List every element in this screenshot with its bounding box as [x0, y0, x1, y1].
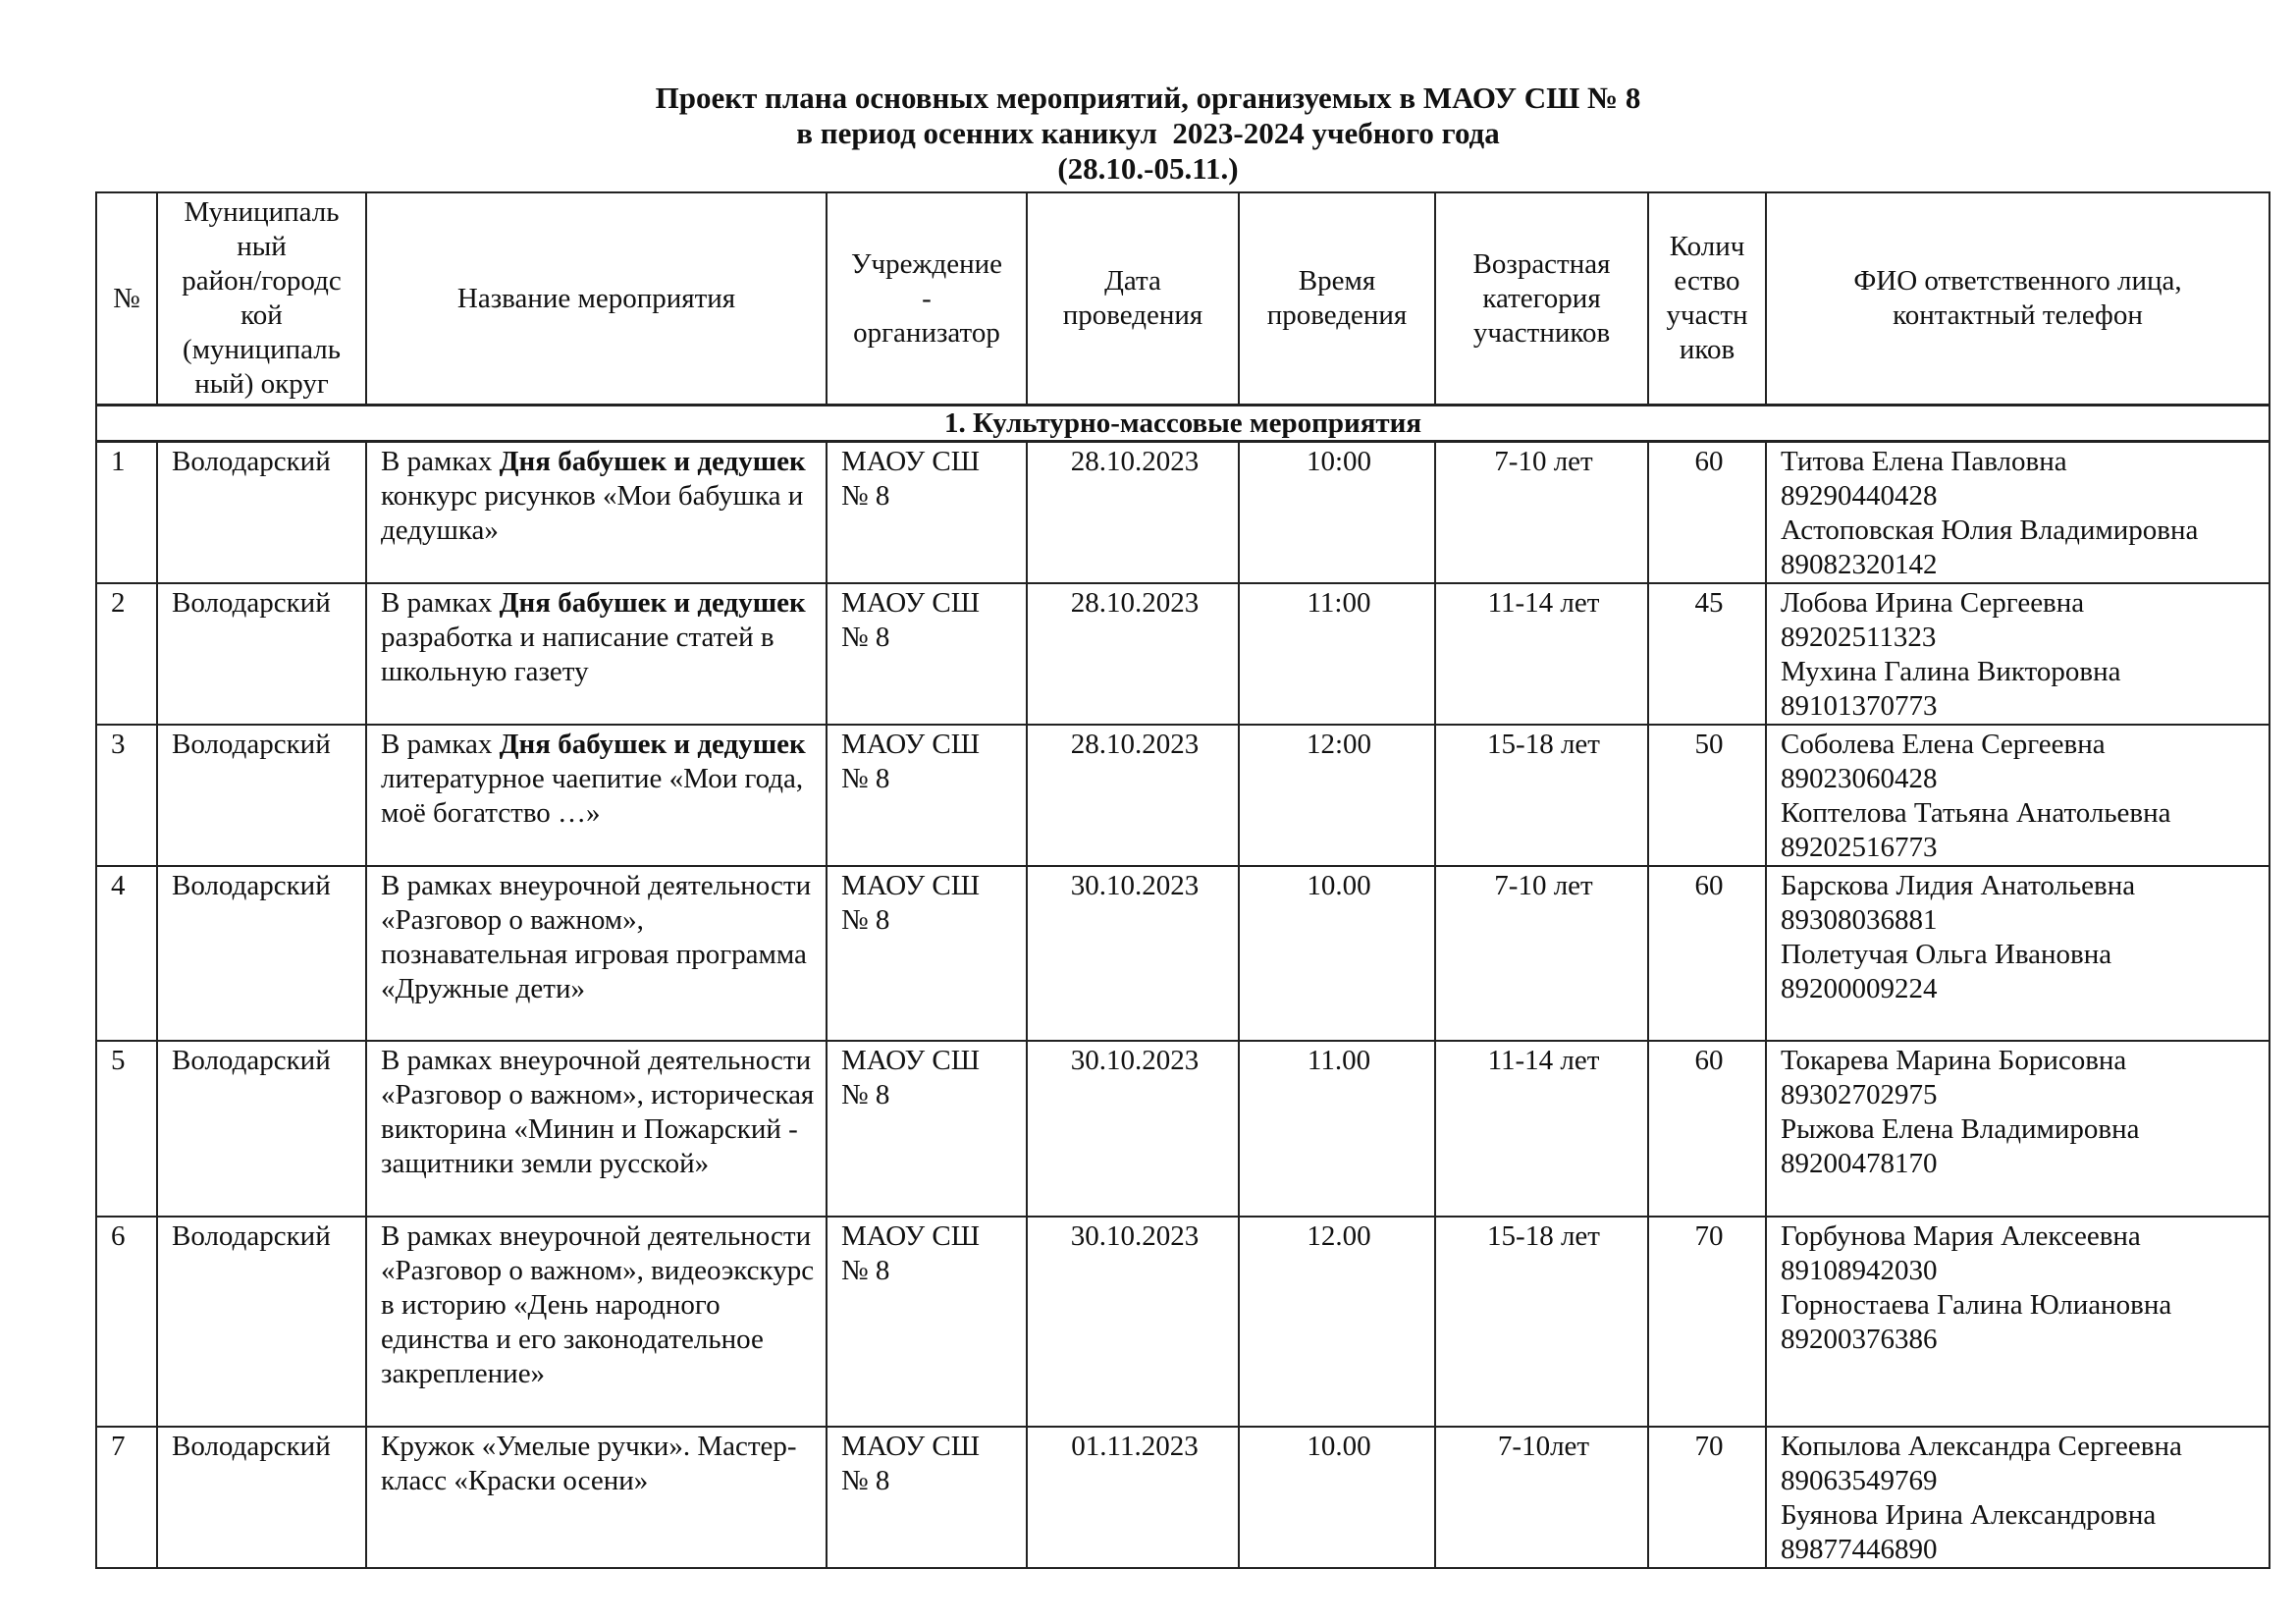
contact-phone-1: 89023060428 [1781, 763, 1938, 794]
cell-age: 7-10 лет [1435, 442, 1648, 584]
cell-organizer: МАОУ СШ № 8 [827, 725, 1027, 866]
cell-date: 30.10.2023 [1027, 1041, 1239, 1217]
contact-phone-1: 89063549769 [1781, 1465, 1938, 1496]
table-body [96, 442, 2269, 1569]
contact-name-1: Копылова Александра Сергеевна [1781, 1431, 2182, 1462]
table-header-row [96, 192, 2269, 406]
header-count: Колич ество участн иков [1648, 192, 1766, 406]
contact-name-1: Токарева Марина Борисовна [1781, 1045, 2127, 1076]
cell-event-name [366, 725, 827, 866]
header-time: Время проведения [1239, 192, 1435, 406]
event-text: В рамках внеурочной деятельности «Разговор о важном», историческая викторина «Минин и Пожарский - защитники земли русской» [381, 1045, 815, 1179]
cell-age: 15-18 лет [1435, 725, 1648, 866]
event-prefix: В рамках [381, 729, 500, 760]
event-bold-text: Дня бабушек и дедушек [499, 446, 806, 477]
contact-name-2: Астоповская Юлия Владимировна [1781, 514, 2199, 546]
table-row [96, 1217, 2269, 1427]
table-row [96, 583, 2269, 725]
table-row [96, 1427, 2269, 1568]
cell-number: 6 [96, 1217, 157, 1427]
cell-organizer: МАОУ СШ № 8 [827, 866, 1027, 1041]
contact-phone-2: 89200009224 [1781, 973, 1938, 1004]
cell-age: 7-10лет [1435, 1427, 1648, 1568]
cell-age: 11-14 лет [1435, 583, 1648, 725]
event-text: Кружок «Умелые ручки». Мастер-класс «Краски осени» [381, 1431, 797, 1496]
cell-event-name [366, 1217, 827, 1427]
cell-organizer: МАОУ СШ № 8 [827, 583, 1027, 725]
cell-date: 28.10.2023 [1027, 442, 1239, 584]
cell-count: 60 [1648, 1041, 1766, 1217]
cell-district: Володарский [157, 583, 366, 725]
event-prefix: В рамках [381, 587, 500, 619]
contact-name-1: Титова Елена Павловна [1781, 446, 2067, 477]
contact-phone-2: 89200376386 [1781, 1324, 1938, 1355]
contact-phone-2: 89200478170 [1781, 1148, 1938, 1179]
cell-age: 11-14 лет [1435, 1041, 1648, 1217]
cell-event-name [366, 1041, 827, 1217]
cell-event-name [366, 1427, 827, 1568]
header-number: № [96, 192, 157, 406]
header-date: Дата проведения [1027, 192, 1239, 406]
cell-contacts [1766, 1041, 2269, 1217]
contact-phone-1: 89308036881 [1781, 904, 1938, 936]
cell-organizer: МАОУ СШ № 8 [827, 1041, 1027, 1217]
contact-name-2: Буянова Ирина Александровна [1781, 1499, 2157, 1531]
contact-name-1: Лобова Ирина Сергеевна [1781, 587, 2085, 619]
event-text: В рамках внеурочной деятельности «Разговор о важном», видеоэкскурс в историю «День народного единства и его законодательное закрепление» [381, 1220, 815, 1389]
cell-count: 45 [1648, 583, 1766, 725]
contact-name-2: Полетучая Ольга Ивановна [1781, 939, 2112, 970]
cell-time: 12:00 [1239, 725, 1435, 866]
cell-event-name [366, 583, 827, 725]
contact-name-1: Соболева Елена Сергеевна [1781, 729, 2106, 760]
cell-count: 60 [1648, 866, 1766, 1041]
cell-date: 28.10.2023 [1027, 583, 1239, 725]
cell-count: 50 [1648, 725, 1766, 866]
cell-time: 11:00 [1239, 583, 1435, 725]
cell-contacts [1766, 442, 2269, 584]
table-row [96, 725, 2269, 866]
cell-organizer: МАОУ СШ № 8 [827, 1427, 1027, 1568]
section-row [96, 406, 2269, 442]
contact-phone-2: 89202516773 [1781, 832, 1938, 863]
events-plan-table [95, 191, 2270, 1569]
cell-event-name [366, 866, 827, 1041]
cell-contacts [1766, 1427, 2269, 1568]
title-line-1: Проект плана основных мероприятий, организуемых в МАОУ СШ № 8 [655, 81, 1641, 115]
cell-event-name [366, 442, 827, 584]
header-event-name: Название мероприятия [366, 192, 827, 406]
header-contact: ФИО ответственного лица, контактный телефон [1766, 192, 2269, 406]
title-line-2: в период осенних каникул 2023-2024 учебного года [796, 116, 1500, 150]
header-district: Муниципаль ный район/городс кой (муниципаль ный) округ [157, 192, 366, 406]
cell-number: 7 [96, 1427, 157, 1568]
cell-contacts [1766, 725, 2269, 866]
cell-count: 60 [1648, 442, 1766, 584]
cell-district: Володарский [157, 1427, 366, 1568]
event-text: литературное чаепитие «Мои года, моё богатство …» [381, 763, 804, 829]
cell-district: Володарский [157, 1217, 366, 1427]
cell-contacts [1766, 583, 2269, 725]
cell-organizer: МАОУ СШ № 8 [827, 1217, 1027, 1427]
cell-date: 01.11.2023 [1027, 1427, 1239, 1568]
cell-number: 5 [96, 1041, 157, 1217]
cell-count: 70 [1648, 1217, 1766, 1427]
cell-number: 3 [96, 725, 157, 866]
header-age: Возрастная категория участников [1435, 192, 1648, 406]
cell-organizer: МАОУ СШ № 8 [827, 442, 1027, 584]
cell-number: 4 [96, 866, 157, 1041]
contact-phone-1: 89290440428 [1781, 480, 1938, 512]
contact-name-2: Рыжова Елена Владимировна [1781, 1113, 2140, 1145]
cell-number: 2 [96, 583, 157, 725]
cell-date: 30.10.2023 [1027, 866, 1239, 1041]
contact-phone-2: 89101370773 [1781, 690, 1938, 722]
event-bold-text: Дня бабушек и дедушек [499, 729, 806, 760]
event-text: разработка и написание статей в школьную газету [381, 622, 774, 687]
cell-time: 10.00 [1239, 866, 1435, 1041]
cell-time: 11.00 [1239, 1041, 1435, 1217]
event-text: конкурс рисунков «Мои бабушка и дедушка» [381, 480, 804, 546]
cell-district: Володарский [157, 725, 366, 866]
table-row [96, 866, 2269, 1041]
cell-district: Володарский [157, 1041, 366, 1217]
contact-phone-1: 89302702975 [1781, 1079, 1938, 1110]
title-line-3: (28.10.-05.11.) [1057, 151, 1239, 186]
event-text: В рамках внеурочной деятельности «Разговор о важном», познавательная игровая программа «Дружные дети» [381, 870, 812, 1004]
contact-phone-2: 89877446890 [1781, 1534, 1938, 1565]
cell-time: 10.00 [1239, 1427, 1435, 1568]
section-title: 1. Культурно-массовые мероприятия [96, 406, 2269, 442]
cell-age: 7-10 лет [1435, 866, 1648, 1041]
event-prefix: В рамках [381, 446, 500, 477]
cell-district: Володарский [157, 866, 366, 1041]
event-bold-text: Дня бабушек и дедушек [499, 587, 806, 619]
contact-name-2: Коптелова Татьяна Анатольевна [1781, 797, 2171, 829]
cell-time: 10:00 [1239, 442, 1435, 584]
contact-name-2: Мухина Галина Викторовна [1781, 656, 2121, 687]
cell-contacts [1766, 866, 2269, 1041]
cell-time: 12.00 [1239, 1217, 1435, 1427]
contact-name-1: Барскова Лидия Анатольевна [1781, 870, 2136, 901]
header-organizer: Учреждение - организатор [827, 192, 1027, 406]
contact-phone-2: 89082320142 [1781, 549, 1938, 580]
cell-date: 30.10.2023 [1027, 1217, 1239, 1427]
contact-name-1: Горбунова Мария Алексеевна [1781, 1220, 2141, 1252]
contact-phone-1: 89108942030 [1781, 1255, 1938, 1286]
contact-phone-1: 89202511323 [1781, 622, 1937, 653]
contact-name-2: Горностаева Галина Юлиановна [1781, 1289, 2172, 1321]
cell-district: Володарский [157, 442, 366, 584]
cell-contacts [1766, 1217, 2269, 1427]
table-row [96, 442, 2269, 584]
cell-number: 1 [96, 442, 157, 584]
table-row [96, 1041, 2269, 1217]
document-title [0, 81, 2296, 187]
cell-date: 28.10.2023 [1027, 725, 1239, 866]
cell-age: 15-18 лет [1435, 1217, 1648, 1427]
cell-count: 70 [1648, 1427, 1766, 1568]
